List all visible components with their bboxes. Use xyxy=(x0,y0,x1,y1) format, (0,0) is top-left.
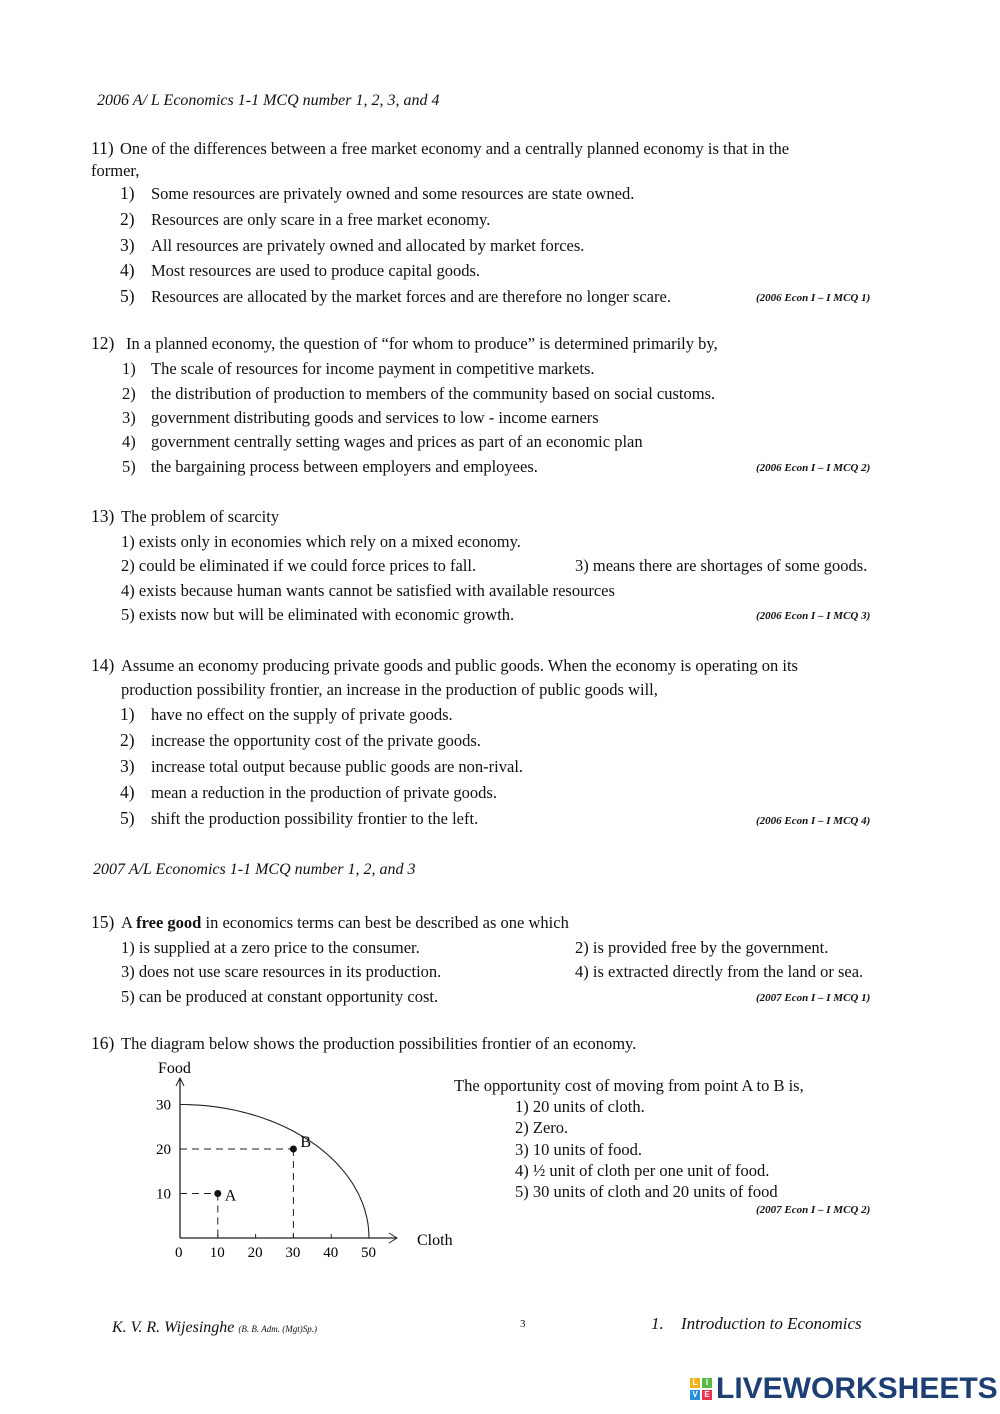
option-1[interactable]: 1) 20 units of cloth. xyxy=(515,1097,645,1116)
option-5[interactable]: 5) 30 units of cloth and 20 units of food xyxy=(515,1182,778,1201)
chapter-title: Introduction to Economics xyxy=(681,1314,862,1333)
option-3[interactable]: government distributing goods and services to low - income earners xyxy=(151,408,599,427)
question-stem-cont: production possibility frontier, an increase in the production of public goods will, xyxy=(121,680,658,699)
option-number: 3) xyxy=(120,235,135,255)
point-a xyxy=(214,1190,221,1197)
option-4[interactable]: Most resources are used to produce capital goods. xyxy=(151,261,480,280)
y-tick-label: 10 xyxy=(156,1186,171,1203)
stem-text: A xyxy=(121,913,137,932)
question-number: 16) xyxy=(91,1033,115,1053)
question-prompt: The opportunity cost of moving from point A to B is, xyxy=(454,1076,804,1095)
option-2[interactable]: Resources are only scare in a free market economy. xyxy=(151,210,491,229)
logo-wordmark: LIVEWORKSHEETS xyxy=(716,1372,998,1405)
option-number: 4) xyxy=(122,432,136,451)
option-2[interactable]: 2) could be eliminated if we could force prices to fall. xyxy=(121,556,477,575)
option-number: 4) xyxy=(120,782,135,802)
question-stem: The diagram below shows the production possibilities frontier of an economy. xyxy=(121,1034,637,1053)
y-tick-label: 20 xyxy=(156,1142,171,1158)
question-source: (2006 Econ I – I MCQ 3) xyxy=(756,610,871,622)
x-tick-label: 10 xyxy=(209,1245,225,1261)
section-header-2006: 2006 A/ L Economics 1-1 MCQ number 1, 2, 3, and 4 xyxy=(97,92,440,109)
section-header-2007: 2007 A/L Economics 1-1 MCQ number 1, 2, and 3 xyxy=(93,861,416,878)
option-4[interactable]: mean a reduction in the production of private goods. xyxy=(151,783,497,802)
option-number: 2) xyxy=(120,209,135,229)
question-source: (2006 Econ I – I MCQ 2) xyxy=(756,462,871,474)
option-number: 1) xyxy=(122,359,136,378)
x-tick-label: 0 xyxy=(175,1245,183,1261)
point-label: B xyxy=(300,1134,312,1151)
option-3[interactable]: 3) 10 units of food. xyxy=(515,1140,642,1159)
x-tick-label: 50 xyxy=(361,1245,376,1261)
stem-bold-term: free good xyxy=(136,913,202,932)
x-axis-arrow-icon xyxy=(389,1233,397,1243)
x-axis-label: Cloth xyxy=(417,1232,453,1249)
author-credentials: (B. B. Adm. (Mgt)Sp.) xyxy=(238,1324,317,1334)
option-5[interactable]: the bargaining process between employers and employees. xyxy=(151,457,538,476)
question-source: (2007 Econ I – I MCQ 2) xyxy=(756,1204,871,1216)
option-4[interactable]: government centrally setting wages and prices as part of an economic plan xyxy=(151,432,643,451)
question-source: (2006 Econ I – I MCQ 4) xyxy=(756,815,871,827)
option-1[interactable]: Some resources are privately owned and some resources are state owned. xyxy=(151,184,635,203)
question-source: (2006 Econ I – I MCQ 1) xyxy=(756,292,871,304)
chapter-number: 1. xyxy=(651,1314,664,1333)
option-number: 3) xyxy=(122,408,136,427)
option-1[interactable]: The scale of resources for income payment in competitive markets. xyxy=(151,359,595,378)
option-3[interactable]: increase total output because public goods are non-rival. xyxy=(151,757,524,776)
question-stem: In a planned economy, the question of “for whom to produce” is determined primarily by, xyxy=(126,334,718,353)
logo-letter: E xyxy=(702,1390,712,1400)
option-1[interactable]: 1) exists only in economies which rely on a mixed economy. xyxy=(121,532,521,551)
option-4[interactable]: 4) ½ unit of cloth per one unit of food. xyxy=(515,1161,770,1180)
option-number: 1) xyxy=(120,704,135,724)
option-1[interactable]: have no effect on the supply of private goods. xyxy=(151,705,453,724)
option-2[interactable]: the distribution of production to members of the community based on social customs. xyxy=(151,384,716,403)
option-1[interactable]: 1) is supplied at a zero price to the consumer. xyxy=(121,938,420,957)
x-tick-label: 20 xyxy=(247,1245,263,1261)
option-3[interactable]: 3) does not use scare resources in its production. xyxy=(121,962,442,981)
option-number: 5) xyxy=(120,808,135,828)
ppf-curve xyxy=(180,1105,369,1239)
page-number: 3 xyxy=(520,1318,526,1330)
option-5[interactable]: 5) exists now but will be eliminated with economic growth. xyxy=(121,605,515,624)
option-number: 1) xyxy=(120,183,135,203)
option-2[interactable]: 2) Zero. xyxy=(515,1118,569,1137)
option-3[interactable]: All resources are privately owned and allocated by market forces. xyxy=(151,236,585,255)
question-number: 15) xyxy=(91,912,115,932)
logo-letter: V xyxy=(690,1390,700,1400)
option-number: 3) xyxy=(120,756,135,776)
logo-letter: I xyxy=(702,1378,712,1388)
question-stem-cont: former, xyxy=(91,161,140,180)
question-stem: Assume an economy producing private goods and public goods. When the economy is operating on its xyxy=(121,656,798,675)
liveworksheets-logo xyxy=(690,1372,998,1406)
question-number: 13) xyxy=(91,506,115,526)
question-number: 14) xyxy=(91,655,115,675)
question-source: (2007 Econ I – I MCQ 1) xyxy=(756,992,871,1004)
option-number: 2) xyxy=(122,384,136,403)
option-number: 2) xyxy=(120,730,135,750)
question-number: 11) xyxy=(91,138,114,158)
option-3[interactable]: 3) means there are shortages of some goods. xyxy=(575,556,868,575)
logo-letter: L xyxy=(690,1378,700,1388)
question-number: 12) xyxy=(91,333,115,353)
option-5[interactable]: 5) can be produced at constant opportunity cost. xyxy=(121,987,439,1006)
footer-author xyxy=(112,1318,317,1339)
y-tick-label: 30 xyxy=(156,1097,171,1114)
option-number: 4) xyxy=(120,260,135,280)
option-5[interactable]: Resources are allocated by the market forces and are therefore no longer scare. xyxy=(151,287,671,306)
author-name: K. V. R. Wijesinghe xyxy=(112,1319,235,1336)
option-number: 5) xyxy=(120,286,135,306)
option-5[interactable]: shift the production possibility frontier to the left. xyxy=(151,809,479,828)
option-2[interactable]: 2) is provided free by the government. xyxy=(575,938,829,957)
option-4[interactable]: 4) exists because human wants cannot be satisfied with available resources xyxy=(121,581,615,600)
question-stem xyxy=(121,913,569,933)
question-stem: One of the differences between a free market economy and a centrally planned economy is that in the xyxy=(120,139,790,158)
point-b xyxy=(290,1146,297,1153)
point-label: A xyxy=(224,1187,237,1205)
x-tick-label: 40 xyxy=(323,1245,339,1261)
logo-mark-icon xyxy=(690,1378,712,1400)
y-axis-arrow-icon xyxy=(176,1078,184,1086)
stem-text: in economics terms can best be described as one which xyxy=(201,913,569,932)
option-number: 5) xyxy=(122,457,136,476)
option-2[interactable]: increase the opportunity cost of the private goods. xyxy=(151,731,481,750)
question-stem: The problem of scarcity xyxy=(121,507,280,526)
y-axis-label: Food xyxy=(158,1060,191,1077)
option-4[interactable]: 4) is extracted directly from the land or sea. xyxy=(575,962,864,981)
x-tick-label: 30 xyxy=(285,1245,301,1261)
